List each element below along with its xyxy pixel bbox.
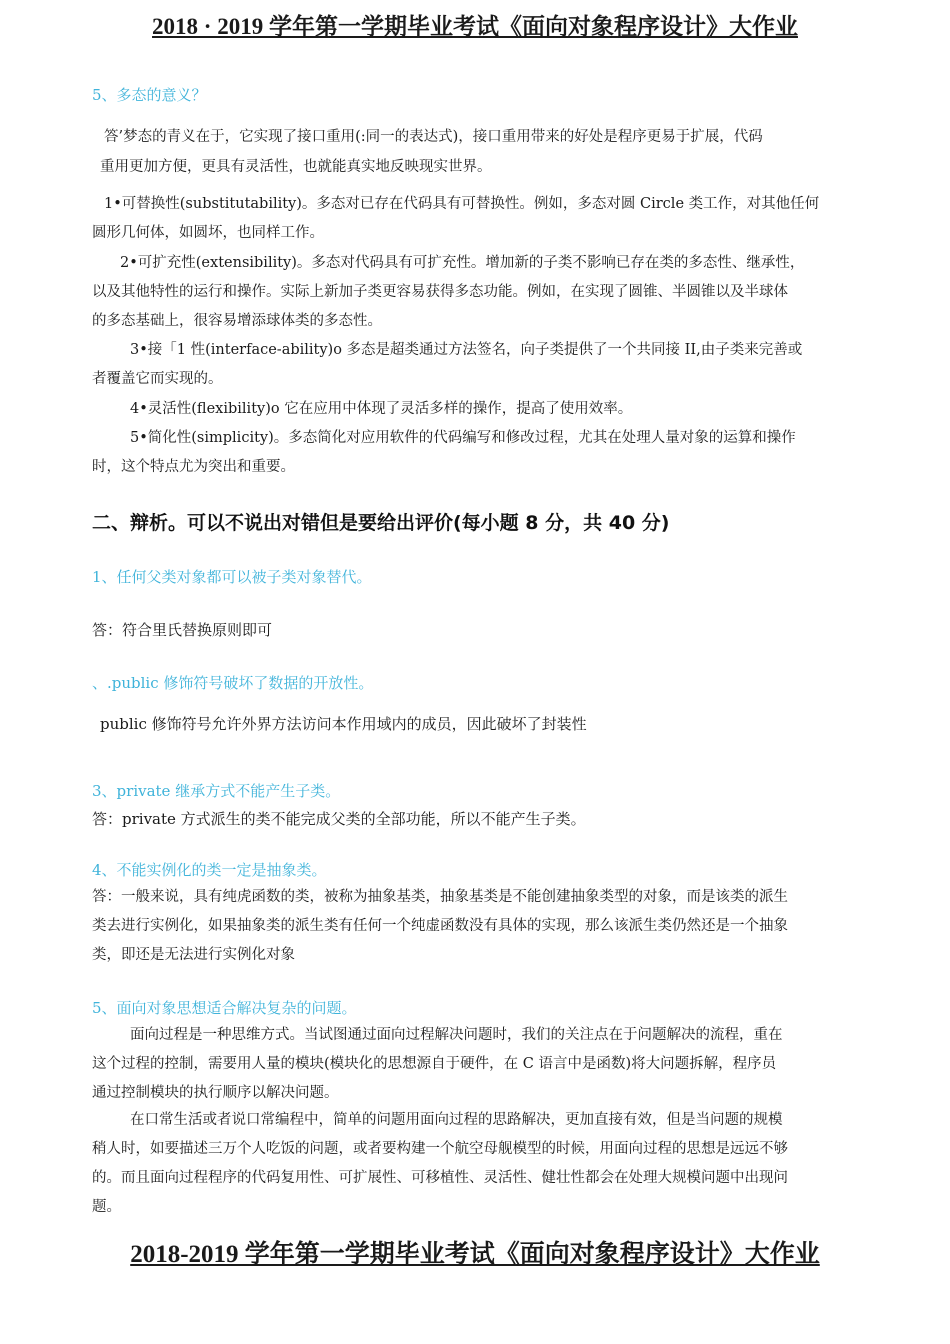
- point-substitutability: [92, 190, 852, 248]
- point-interface-ability: [92, 336, 852, 394]
- text-line: 以及其他特性的运行和操作。实际上新加子类更容易获得多态功能。例如，在实现了圆锥、半圆锥以及半球体: [92, 284, 788, 300]
- text-line: 5•简化性(simplicity)。多态简化对应用软件的代码编写和修改过程，尤其在处理人量对象的运算和操作: [130, 430, 796, 446]
- question-1: 1、任何父类对象都可以被子类对象替代。: [92, 568, 372, 586]
- text-line: 者覆盖它而实现的。: [92, 371, 223, 387]
- answer-3: 答：private 方式派生的类不能完成父类的全部功能，所以不能产生子类。: [92, 810, 586, 828]
- answer-5-para-1: [92, 1021, 852, 1108]
- text-line: 答：一般来说，具有纯虎函数的类，被称为抽象基类，抽象基类是不能创建抽象类型的对象，而是该类的派生: [92, 889, 788, 905]
- text-line: 类去进行实例化，如果抽象类的派生类有任何一个纯虚函数没有具体的实现，那么该派生类仍然还是一个抽象: [92, 918, 788, 934]
- text-line: 4•灵活性(flexibility)o 它在应用中体现了灵活多样的操作，提高了使用效率。: [130, 401, 633, 417]
- text-line: 重用更加方便，更具有灵活性，也就能真实地反映现实世界。: [100, 159, 492, 175]
- text-line: 题。: [92, 1199, 121, 1215]
- point-simplicity: [92, 424, 852, 482]
- text-line: 圆形几何体，如圆坏，也同样工作。: [92, 225, 324, 241]
- text-line: 的。而且面向过程程序的代码复用性、可扩展性、可移植性、灵活性、健壮性都会在处理大规模问题中出现问: [92, 1170, 788, 1186]
- text-line: 2•可扩充性(extensibility)。多态对代码具有可扩充性。增加新的子类不影响已存在类的多态性、继承性，: [120, 255, 805, 271]
- question-3: 3、private 继承方式不能产生子类。: [92, 782, 341, 800]
- question-polymorphism: 5、多态的意义？: [92, 86, 207, 104]
- question-5: 5、面向对象思想适合解决复杂的问题。: [92, 999, 357, 1017]
- answer-5-para-2: [92, 1106, 852, 1222]
- text-line: 3•接「1 性(interface-ability)o 多态是超类通过方法签名，向子类提供了一个共同接 II,由子类来完善或: [130, 342, 803, 358]
- question-2: 、.public 修饰符号破坏了数据的开放性。: [92, 674, 374, 692]
- footer-title: 2018-2019 学年第一学期毕业考试《面向对象程序设计》大作业: [130, 1241, 820, 1268]
- text-line: 答’梦态的青义在于，它实现了接口重用(:同一的表达式)，接口重用带来的好处是程序更易于扩展，代码: [104, 129, 763, 145]
- text-line: 通过控制模块的执行顺序以解决问题。: [92, 1085, 339, 1101]
- answer-4: [92, 883, 852, 970]
- header-title: 2018 · 2019 学年第一学期毕业考试《面向对象程序设计》大作业: [152, 14, 798, 39]
- text-line: 的多态基础上，很容易增添球体类的多态性。: [92, 313, 382, 329]
- text-line: 在口常生活或者说口常编程中，简单的问题用面向过程的思路解决，更加直接有效，但是当问题的规模: [130, 1112, 783, 1128]
- text-line: 时，这个特点尤为突出和重要。: [92, 459, 295, 475]
- answer-polymorphism: [100, 122, 844, 182]
- answer-1: 答：符合里氏替换原则即可: [92, 621, 273, 639]
- text-line: 类，即还是无法进行实例化对象: [92, 947, 295, 963]
- text-line: 这个过程的控制，需要用人量的模块(模块化的思想源自于硬件，在 C 语言中是函数)将大问题拆解，程序员: [92, 1056, 777, 1072]
- answer-2: public 修饰符号允许外界方法访问本作用域内的成员，因此破坏了封装性: [100, 715, 587, 733]
- text-line: 面向过程是一种思维方式。当试图通过面向过程解决问题时，我们的关注点在于问题解决的流程，重在: [130, 1027, 783, 1043]
- text-line: 稍人时，如要描述三万个人吃饭的问题，或者要构建一个航空母舰模型的时候，用面向过程的思想是远远不够: [92, 1141, 788, 1157]
- point-flexibility: [92, 395, 852, 424]
- question-4: 4、不能实例化的类一定是抽象类。: [92, 861, 327, 879]
- text-line: 1•可替换性(substitutability)。多态对已存在代码具有可替换性。例如，多态对圆 Circle 类工作，对其他任何: [104, 196, 820, 212]
- section-heading: 二、辩析。可以不说出对错但是要给出评价(每小题 8 分，共 40 分): [92, 512, 670, 534]
- point-extensibility: [92, 249, 852, 336]
